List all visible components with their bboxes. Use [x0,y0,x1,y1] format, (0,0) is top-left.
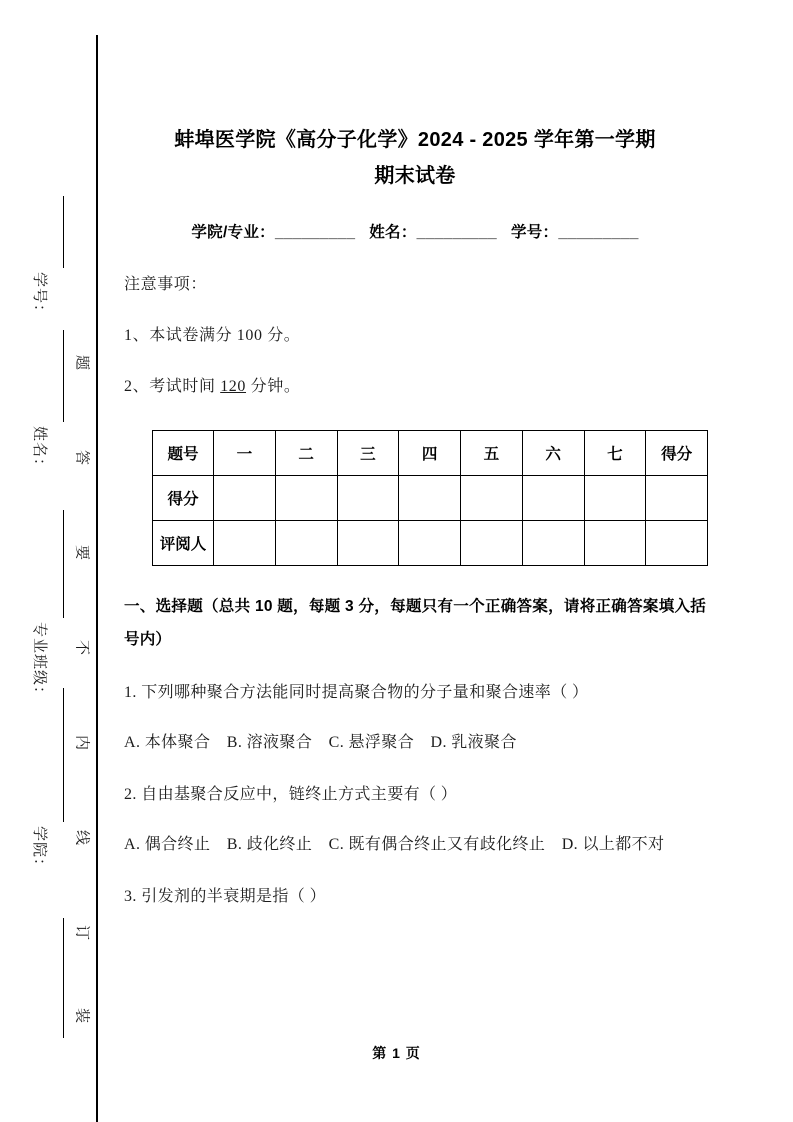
score-table-header-7: 七 [584,431,646,476]
grader-cell[interactable] [337,521,399,566]
seal-warning-char-5: 内 [73,734,90,750]
seal-warning-char-8: 装 [73,1007,90,1023]
score-cell[interactable] [646,476,708,521]
score-row-label-grader: 评阅人 [153,521,214,566]
score-table-header-3: 三 [337,431,399,476]
score-table-header-1: 一 [214,431,276,476]
score-cell[interactable] [337,476,399,521]
exam-duration-value: 120 [220,378,247,395]
score-cell[interactable] [522,476,584,521]
seal-label-student-id: 学号： [31,272,47,321]
seal-warning-char-7: 订 [73,924,90,940]
seal-warning-char-1: 题 [73,354,90,370]
seal-blank-rule-5 [63,918,64,1038]
seal-blank-rule-3 [63,510,64,618]
page-title-line-1: 蚌埠医学院《高分子化学》2024 - 2025 学年第一学期 [174,129,656,151]
page-title [124,0,706,194]
student-info-line [124,220,706,242]
name-blank[interactable]: _________ [416,224,497,241]
seal-blank-rule-1 [63,196,64,268]
grader-cell[interactable] [646,521,708,566]
score-cell[interactable] [584,476,646,521]
score-table-header-8: 得分 [646,431,708,476]
score-cell[interactable] [214,476,276,521]
notes-item-2-prefix: 2、考试时间 [124,378,221,395]
grader-cell[interactable] [522,521,584,566]
question-2-options: A. 偶合终止 B. 歧化终止 C. 既有偶合终止又有歧化终止 D. 以上都不对 [124,836,665,853]
seal-blank-rule-2 [63,330,64,422]
score-table-header-0: 题号 [153,431,214,476]
seal-warning-char-3: 要 [73,544,90,560]
question-3-stem: 3. 引发剂的半衰期是指（ ） [124,888,327,905]
sealing-line-vertical-rule [96,35,98,1122]
seal-label-name: 姓名： [31,426,47,475]
grader-cell[interactable] [275,521,337,566]
sealing-line-margin [0,0,110,1122]
student-id-label: 学号： [510,224,559,241]
score-table [152,430,708,566]
notes-item-1: 1、本试卷满分 100 分。 [124,327,301,344]
notes-heading: 注意事项： [124,276,208,293]
section-heading-multiple-choice: 一、选择题（总共 10 题，每题 3 分，每题只有一个正确答案，请将正确答案填入括号内） [124,598,706,648]
table-row-header [153,431,708,476]
department-blank[interactable]: _________ [274,224,356,241]
grader-cell[interactable] [461,521,523,566]
grader-cell[interactable] [584,521,646,566]
seal-blank-rule-4 [63,688,64,822]
seal-label-class: 专业班级： [31,622,47,703]
seal-warning-char-2: 答 [73,449,90,465]
score-table-header-6: 六 [522,431,584,476]
score-cell[interactable] [399,476,461,521]
question-1-stem: 1. 下列哪种聚合方法能同时提高聚合物的分子量和聚合速率（ ） [124,684,589,701]
grader-cell[interactable] [399,521,461,566]
table-row [153,476,708,521]
seal-warning-char-4: 不 [73,639,90,655]
page-title-line-2: 期末试卷 [374,165,456,187]
grader-cell[interactable] [214,521,276,566]
name-label: 姓名： [369,224,417,241]
student-id-blank[interactable]: _________ [558,224,639,241]
score-table-header-2: 二 [275,431,337,476]
page-footer: 第 1 页 [372,1045,421,1061]
score-table-header-5: 五 [461,431,523,476]
question-2-stem: 2. 自由基聚合反应中，链终止方式主要有（ ） [124,786,458,803]
seal-warning-char-6: 线 [73,829,90,845]
score-row-label-score: 得分 [153,476,214,521]
score-cell[interactable] [275,476,337,521]
score-table-header-4: 四 [399,431,461,476]
table-row [153,521,708,566]
score-cell[interactable] [461,476,523,521]
question-1-options: A. 本体聚合 B. 溶液聚合 C. 悬浮聚合 D. 乳液聚合 [124,734,517,751]
seal-label-department: 学院： [31,826,47,875]
department-label: 学院/专业： [191,224,275,241]
notes-item-2 [124,374,706,400]
notes-item-2-suffix: 分钟。 [246,378,301,395]
exam-paper-body [124,0,706,1122]
